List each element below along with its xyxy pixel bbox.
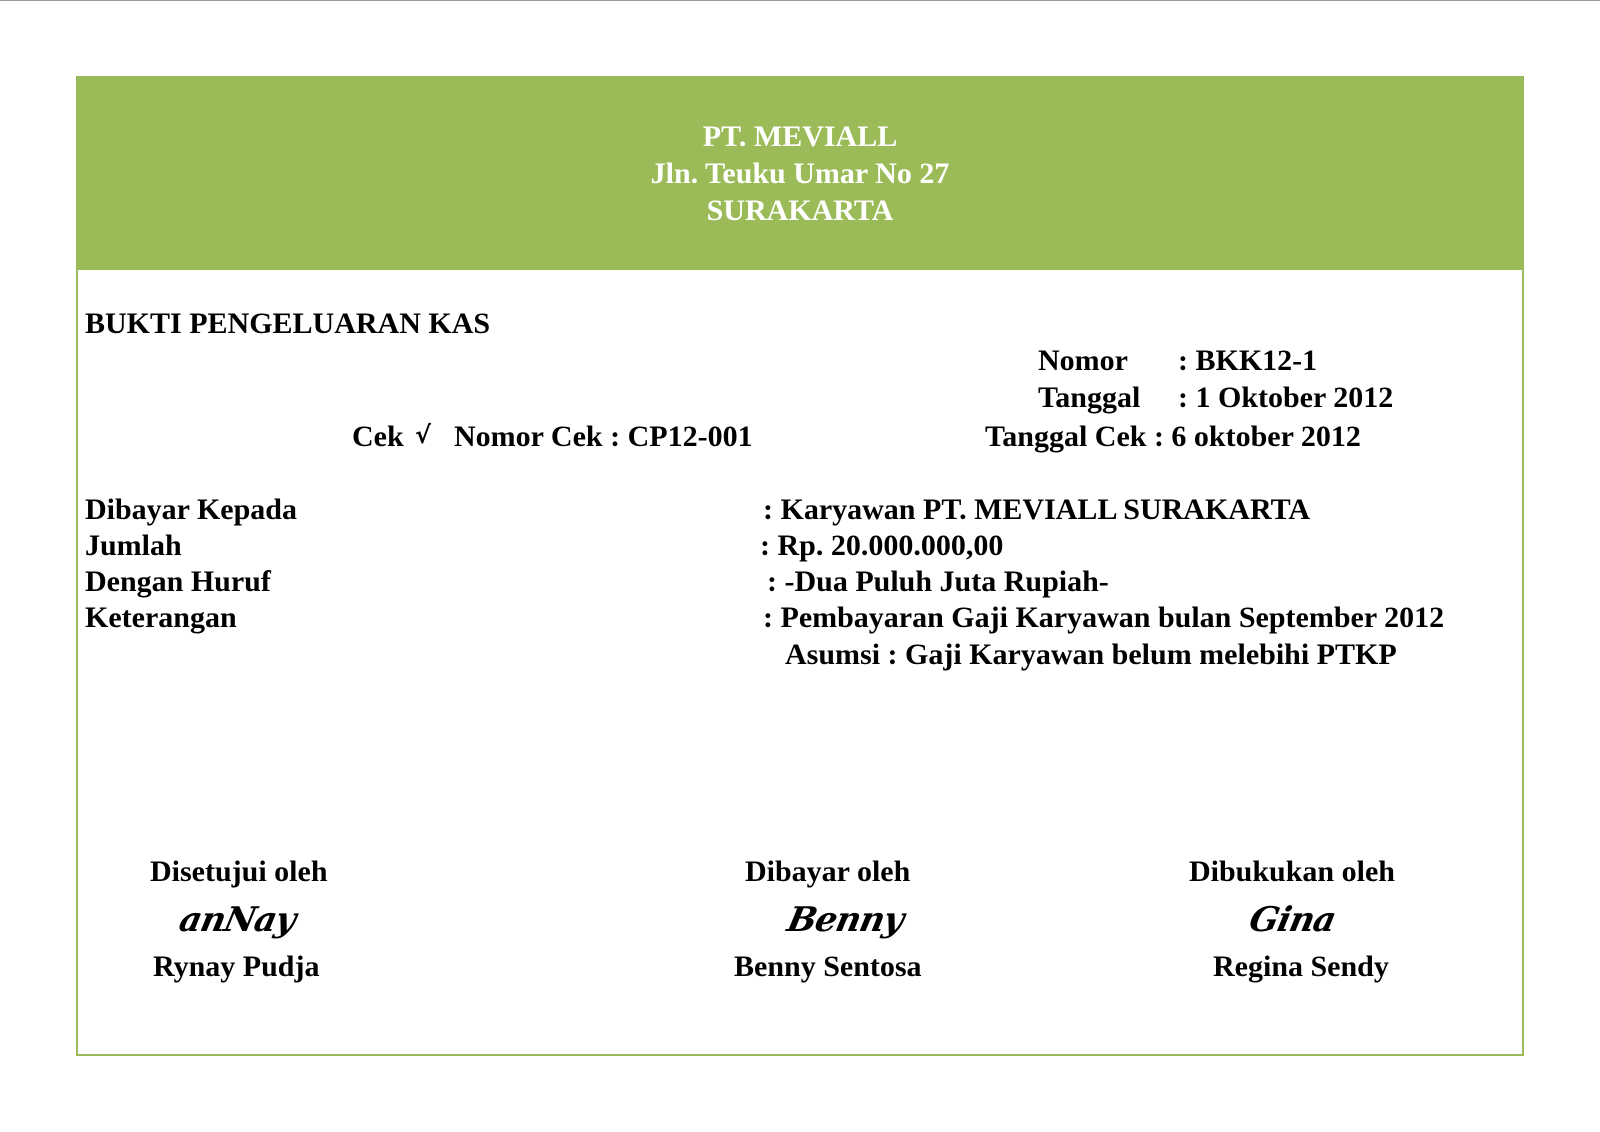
check-mark-icon: √ <box>415 421 432 449</box>
signature-name-booked: Regina Sendy <box>1213 950 1389 983</box>
signature-name-approved: Rynay Pudja <box>153 950 320 983</box>
detail-value-jumlah: : Rp. 20.000.000,00 <box>760 529 1004 562</box>
keterangan-extra: Asumsi : Gaji Karyawan belum melebihi PTKP <box>785 638 1397 671</box>
nomor-value: : BKK12-1 <box>1178 344 1318 377</box>
company-name: PT. MEVIALL <box>702 120 898 153</box>
tanggal-value: : 1 Oktober 2012 <box>1178 381 1394 414</box>
top-rule <box>0 0 1600 1</box>
company-city: SURAKARTA <box>706 194 894 227</box>
detail-label-dibayar-kepada: Dibayar Kepada <box>85 493 297 526</box>
detail-value-keterangan: : Pembayaran Gaji Karyawan bulan September 2012 <box>763 601 1445 634</box>
signature-role-paid: Dibayar oleh <box>745 855 911 888</box>
signature-paid: Benny <box>783 900 907 940</box>
signature-booked: Gina <box>1245 900 1339 940</box>
detail-label-keterangan: Keterangan <box>85 601 237 634</box>
signature-name-paid: Benny Sentosa <box>734 950 922 983</box>
nomor-cek: Nomor Cek : CP12-001 <box>454 420 753 453</box>
signature-approved: anNay <box>175 900 299 940</box>
company-address: Jln. Teuku Umar No 27 <box>650 157 950 190</box>
signature-role-booked: Dibukukan oleh <box>1189 855 1395 888</box>
tanggal-cek: Tanggal Cek : 6 oktober 2012 <box>985 420 1361 453</box>
document-title: BUKTI PENGELUARAN KAS <box>85 307 491 340</box>
detail-label-jumlah: Jumlah <box>85 529 182 562</box>
detail-label-dengan-huruf: Dengan Huruf <box>85 565 271 598</box>
cek-label: Cek <box>352 420 404 453</box>
signature-role-approved: Disetujui oleh <box>150 855 328 888</box>
tanggal-label: Tanggal <box>1038 381 1141 414</box>
detail-value-dengan-huruf: : -Dua Puluh Juta Rupiah- <box>767 565 1109 598</box>
detail-value-dibayar-kepada: : Karyawan PT. MEVIALL SURAKARTA <box>763 493 1311 526</box>
company-header <box>78 78 1522 270</box>
nomor-label: Nomor <box>1038 344 1128 377</box>
